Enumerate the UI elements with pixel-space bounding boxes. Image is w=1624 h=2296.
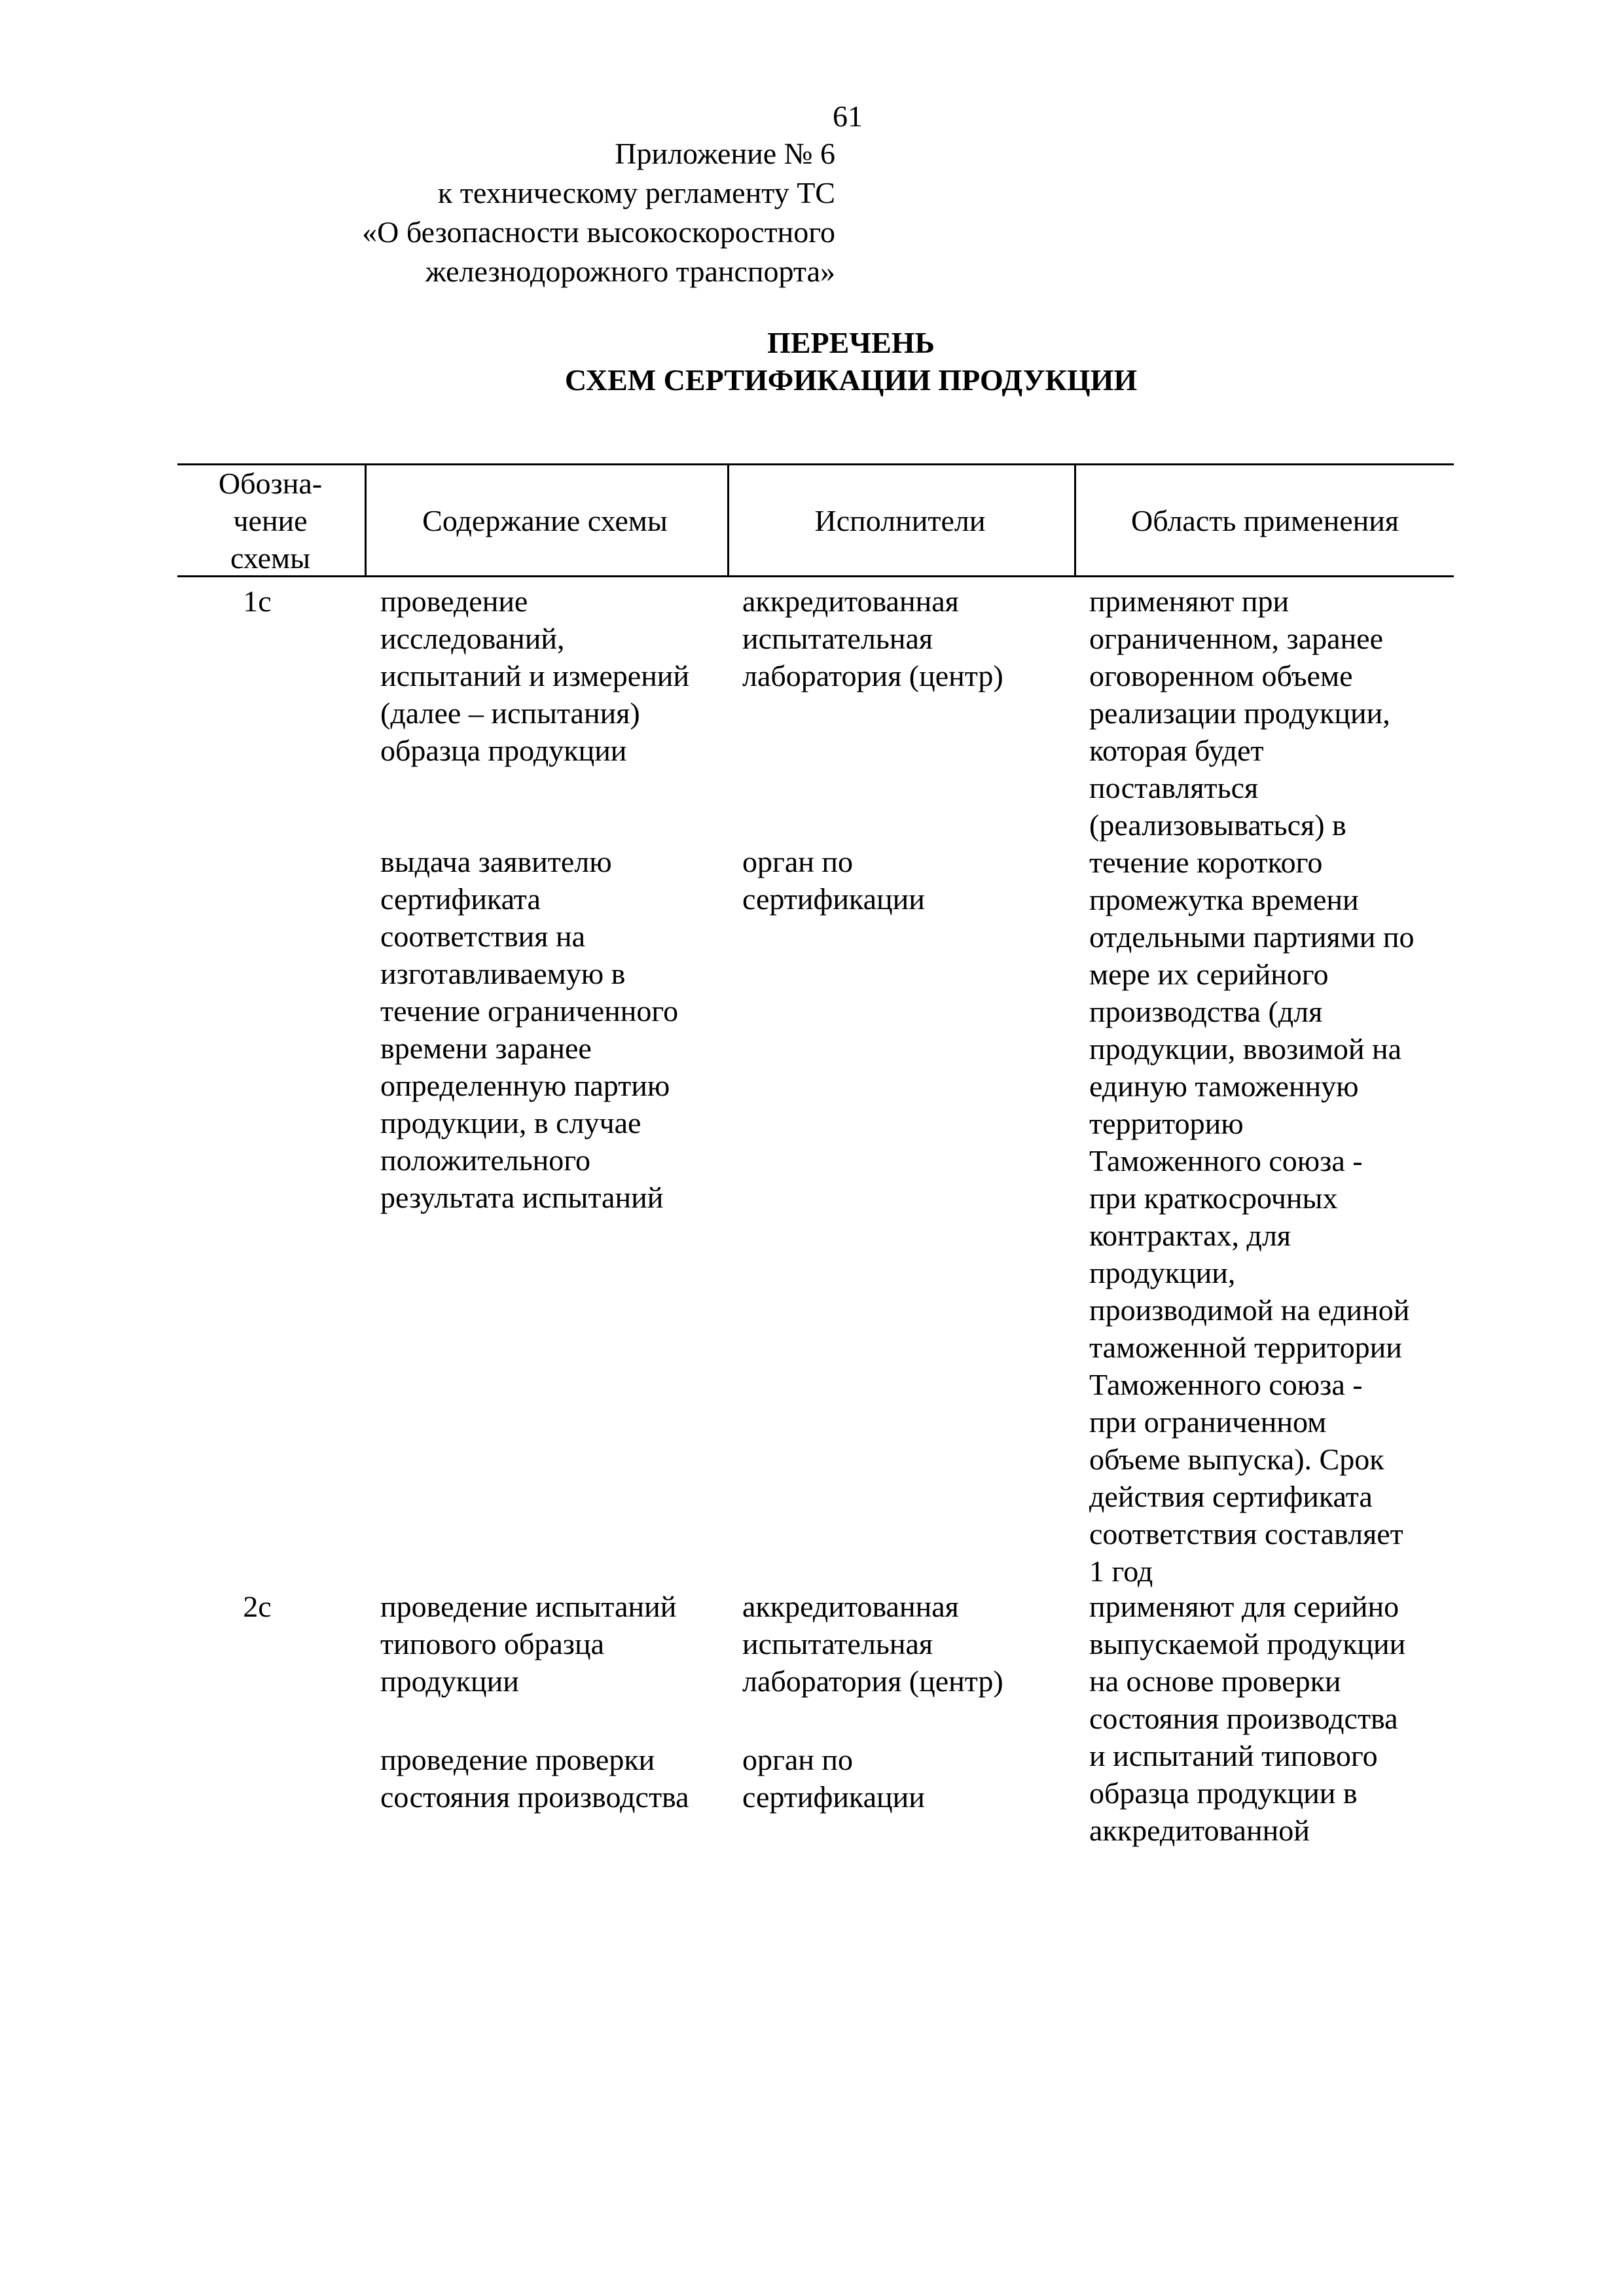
scope-text-line: состояния производства <box>1089 1702 1398 1735</box>
appendix-line: «О безопасности высокоскоростного <box>362 215 835 249</box>
step1-content-line: (далее – испытания) <box>380 696 640 730</box>
scope-text-line: аккредитованной <box>1089 1814 1310 1847</box>
scope-text-line: контрактах, для <box>1089 1219 1291 1252</box>
step2-content-line: состояния производства <box>380 1780 689 1814</box>
scope-text-line: соответствия составляет <box>1089 1517 1403 1551</box>
step1-executor-line: аккредитованная <box>742 584 959 618</box>
step1-content-line: испытаний и измерений <box>380 659 690 692</box>
scope-text-line: которая будет <box>1089 734 1264 767</box>
header-designation-line: Обозна- <box>218 466 323 500</box>
step2-content-line: выдача заявителю <box>380 845 612 878</box>
scope-text-line: производимой на единой <box>1089 1293 1410 1327</box>
scheme-code: 2с <box>243 1590 272 1623</box>
scope-text-line: промежутка времени <box>1089 883 1359 916</box>
step1-executor-line: испытательная <box>742 622 933 655</box>
scope-text-line: при краткосрочных <box>1089 1181 1338 1215</box>
scope-text-line: при ограниченном <box>1089 1405 1327 1439</box>
appendix-line: Приложение № 6 <box>615 137 835 170</box>
scope-text-line: поставляться <box>1089 771 1259 804</box>
scope-text-line: действия сертификата <box>1089 1480 1373 1513</box>
table-header <box>177 463 1454 577</box>
scope-text <box>1089 1588 1405 1849</box>
scope-text-line: ограниченном, заранее <box>1089 622 1383 655</box>
scope-text-line: отдельными партиями по <box>1089 920 1415 954</box>
step1-executor-line: лаборатория (центр) <box>742 659 1003 692</box>
scope-text-line: объеме выпуска). Срок <box>1089 1443 1384 1476</box>
step2-executor <box>742 843 925 918</box>
header-content: Содержание схемы <box>365 465 723 575</box>
step1-executor-line: лаборатория (центр) <box>742 1664 1003 1698</box>
step1-content <box>380 583 689 769</box>
header-designation <box>177 465 363 575</box>
page-number: 61 <box>833 99 863 133</box>
scope-text-line: таможенной территории <box>1089 1331 1402 1364</box>
step2-content-line: течение ограниченного <box>380 994 679 1028</box>
scope-text <box>1089 583 1415 1590</box>
scope-text-line: и испытаний типового <box>1089 1739 1378 1772</box>
scope-text-line: 1 год <box>1089 1554 1153 1588</box>
step2-content-line: определенную партию <box>380 1069 670 1102</box>
scope-text-line: мере их серийного <box>1089 958 1329 991</box>
step2-content <box>380 1741 689 1816</box>
scope-text-line: образца продукции в <box>1089 1776 1358 1810</box>
step1-content-line: исследований, <box>380 622 565 655</box>
scope-text-line: оговоренном объеме <box>1089 659 1353 692</box>
step1-executor <box>742 1588 1003 1700</box>
step2-content-line: сертификата <box>380 882 541 916</box>
step2-content-line: соответствия на <box>380 920 585 953</box>
step1-content <box>380 1588 676 1700</box>
step2-content-line: времени заранее <box>380 1031 592 1065</box>
scheme-code: 1с <box>243 584 272 618</box>
header-designation-line: схемы <box>230 541 311 575</box>
step2-executor-line: орган по <box>742 1743 854 1776</box>
step1-content-line: проведение <box>380 584 528 618</box>
appendix-line: к техническому регламенту ТС <box>437 176 835 209</box>
step1-executor-line: аккредитованная <box>742 1590 959 1623</box>
header-designation-line: чение <box>233 503 308 537</box>
scope-text-line: применяют для серийно <box>1089 1590 1399 1623</box>
step2-content-line: проведение проверки <box>380 1743 655 1776</box>
step2-content-line: результата испытаний <box>380 1181 664 1214</box>
scope-text-line: Таможенного союза - <box>1089 1144 1363 1177</box>
title-line-2: СХЕМ СЕРТИФИКАЦИИ ПРОДУКЦИИ <box>564 363 1138 397</box>
step2-content-line: положительного <box>380 1143 591 1177</box>
scope-text-line: Таможенного союза - <box>1089 1368 1363 1401</box>
step2-executor-line: сертификации <box>742 1780 925 1814</box>
scope-text-line: течение короткого <box>1089 846 1323 879</box>
appendix-line: железнодорожного транспорта» <box>425 255 835 288</box>
scope-text-line: на основе проверки <box>1089 1664 1341 1698</box>
step1-content-line: проведение испытаний <box>380 1590 677 1623</box>
step1-executor <box>742 583 1003 694</box>
step1-content-line: продукции <box>380 1664 519 1698</box>
step1-content-line: образца продукции <box>380 734 627 767</box>
step2-executor-line: орган по <box>742 845 854 878</box>
appendix-reference <box>262 134 835 291</box>
step2-executor-line: сертификации <box>742 882 925 916</box>
scope-text-line: территорию <box>1089 1107 1244 1140</box>
scope-text-line: выпускаемой продукции <box>1089 1627 1406 1660</box>
scope-text-line: продукции, ввозимой на <box>1089 1032 1402 1066</box>
header-executors: Исполнители <box>727 465 1071 575</box>
step1-executor-line: испытательная <box>742 1627 933 1660</box>
header-scope: Область применения <box>1074 465 1454 575</box>
step2-content <box>380 843 678 1216</box>
scope-text-line: применяют при <box>1089 584 1290 618</box>
document-title <box>327 324 1375 399</box>
scope-text-line: реализации продукции, <box>1089 696 1390 730</box>
step2-content-line: изготавливаемую в <box>380 957 626 990</box>
step1-content-line: типового образца <box>380 1627 604 1660</box>
step2-content-line: продукции, в случае <box>380 1106 641 1139</box>
scope-text-line: единую таможенную <box>1089 1069 1359 1103</box>
certification-schemes-table <box>177 463 1454 1847</box>
title-line-1: ПЕРЕЧЕНЬ <box>767 326 935 359</box>
scope-text-line: производства (для <box>1089 995 1323 1028</box>
scope-text-line: (реализовываться) в <box>1089 808 1346 842</box>
step2-executor <box>742 1741 925 1816</box>
scope-text-line: продукции, <box>1089 1256 1236 1289</box>
